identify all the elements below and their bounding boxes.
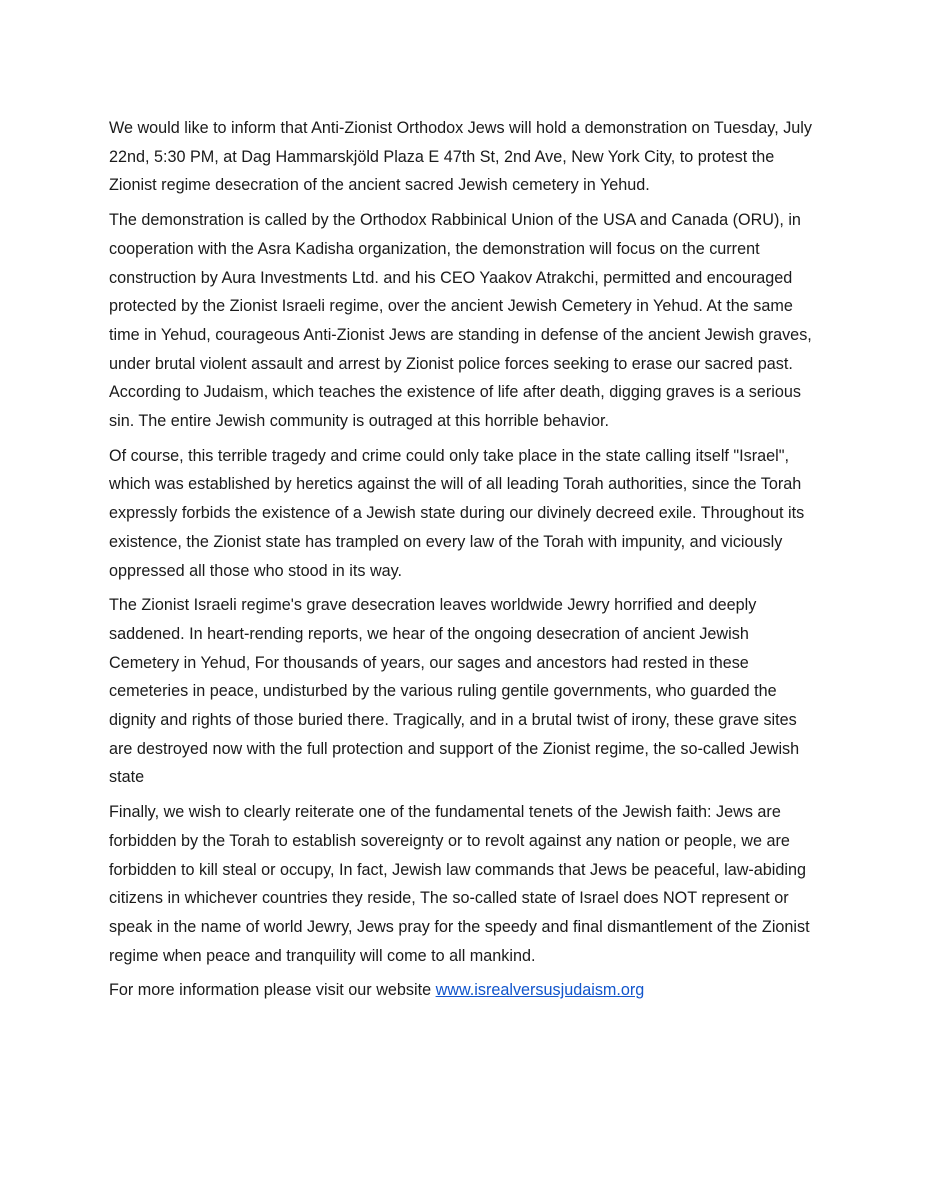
document-page [109,114,821,1011]
website-link[interactable]: www.isrealversusjudaism.org [435,981,645,1000]
paragraph-state-criticism: Of course, this terrible tragedy and crime could only take place in the state calling itself "Israel", which was established by heretics against the will of all leading Torah authorities, since the Torah expressly forbids the existence of a Jewish state during our divinely decreed exile. Throughout its existence, the Zionist state has trampled on every law of the Torah with impunity, and viciously oppressed all those who stood in its way. [109,446,805,580]
paragraph-desecration: The Zionist Israeli regime's grave desecration leaves worldwide Jewry horrified and deeply saddened. In heart-rending reports, we hear of the ongoing desecration of ancient Jewish Cemetery in Yehud, For thousands of years, our sages and ancestors had rested in these cemeteries in peace, undisturbed by the various ruling gentile governments, who guarded the dignity and rights of those buried there. Tragically, and in a brutal twist of irony, these grave sites are destroyed now with the full protection and support of the Zionist regime, the so-called Jewish state [109,596,800,787]
paragraph-demonstration-details: The demonstration is called by the Orthodox Rabbinical Union of the USA and Canada (ORU), in cooperation with the Asra Kadisha organization, the demonstration will focus on the current construction by Aura Investments Ltd. and his CEO Yaakov Atrakchi, permitted and encouraged protected by the Zionist Israeli regime, over the ancient Jewish Cemetery in Yehud. At the same time in Yehud, courageous Anti-Zionist Jews are standing in defense of the ancient Jewish graves, under brutal violent assault and arrest by Zionist police forces seeking to erase our sacred past. According to Judaism, which teaches the existence of life after death, digging graves is a serious sin. The entire Jewish community is outraged at this horrible behavior. [109,211,812,431]
paragraph-announcement: We would like to inform that Anti-Zionist Orthodox Jews will hold a demonstration on Tuesday, July 22nd, 5:30 PM, at Dag Hammarskjöld Plaza E 47th St, 2nd Ave, New York City, to protest the Zionist regime desecration of the ancient sacred Jewish cemetery in Yehud. [109,119,812,195]
paragraph-more-info [109,976,821,1005]
paragraph-tenets: Finally, we wish to clearly reiterate one of the fundamental tenets of the Jewish faith: Jews are forbidden by the Torah to establish sovereignty or to revolt against any nation or people, we are forbidden to kill steal or occupy, In fact, Jewish law commands that Jews be peaceful, law-abiding citizens in whichever countries they reside, The so-called state of Israel does NOT represent or speak in the name of world Jewry, Jews pray for the speedy and final dismantlement of the Zionist regime when peace and tranquility will come to all mankind. [109,803,810,965]
more-info-text: For more information please visit our website [109,981,436,1000]
